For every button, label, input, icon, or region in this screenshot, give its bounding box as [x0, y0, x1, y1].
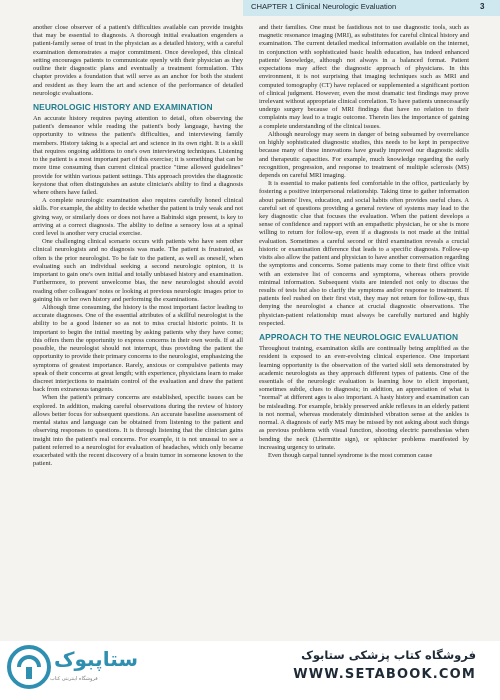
paragraph: Even though carpal tunnel syndrome is the most common cause — [268, 451, 433, 459]
section-heading-history: NEUROLOGIC HISTORY AND EXAMINATION — [33, 101, 213, 112]
watermark-footer — [0, 641, 500, 700]
paragraph: When the patient's primary concerns are established, specific issues can be explored. In addition, making careful observations during the review of history allows better focus for subsequent questions. An accurate baseline assessment of mental status and language can be obtained from listening to the patient and observing responses to questions. It is through listening that the clinician gains insight into the patient's real concerns. For example, it is not unusual to see a patient referred to a neurologist for evaluation of headaches, which only became exacerbated with the recent discovery of a brain tumor in someone known to the patient. — [33, 394, 243, 468]
page-header — [0, 0, 500, 16]
paragraph: One challenging clinical scenario occurs with patients who have seen other clinical neurologists and no diagnosis was made. The patient is frustrated, as often is the prior neurologist. To be fair to the patient, as well as oneself, when evaluating such an individual seeking a second neurologic opinion, it is important to gain one's own initial and totally unbiased history and examination. Furthermore, to prevent unwelcome bias, the new neurologist should avoid reading other colleagues' notes or looking at previous neurologic images prior to gaining his or her own history and performing the examinations. — [33, 238, 243, 303]
page-number: 3 — [480, 2, 485, 11]
paragraph: A complete neurologic examination also requires carefully honed clinical skills. For example, the ability to decide whether the patient is truly weak and not giving way, or similarly does or does not have a Babinski sign present, is key to arriving at a correct diagnosis. The ability to define a sensory loss at a spinal cord level is another very crucial exercise. — [33, 197, 243, 238]
paragraph: and their families. One must be fastidious not to use diagnostic tools, such as magnetic resonance imaging (MRI), as substitutes for careful clinical history and examination. The current detailed medical information available on the internet, in conjunction with sophisticated basic health education, has indeed enhanced patients' knowledge, although not always in a balanced format. Patient expectations may affect the diagnostic approach of physicians. In this environment, it is not surprising that imaging techniques such as MRI and computed tomography (CT) have replaced or supplemented a significant portion of clinical judgment. However, even the most dramatic test findings may prove irrelevant without appropriate clinical correlation. To have patients unnecessarily undergo surgery because of MRI findings that have no relation to their complaints may lead to a tragic outcome. Therein lies the importance of gaining a complete understanding of the clinical issues. — [259, 24, 469, 130]
paragraph: Although neurology may seem in danger of being subsumed by overreliance on highly sophisticated diagnostic studies, this needs to be kept in perspective because many of these innovations have greatly improved our diagnostic skills and therapeutic capacities. For example, much knowledge regarding the early recognition, progression, and response to treatment of multiple sclerosis (MS) depends on careful MRI imaging. — [259, 130, 469, 179]
section-heading-approach: APPROACH TO THE NEUROLOGIC EVALUATION — [259, 332, 459, 343]
paragraph: another close observer of a patient's difficulties available can provide insights that may be essential to diagnosis. A thorough initial evaluation engenders a patient-family sense of trust in the physician as a detailed history, with a careful examination demonstrates a major commitment. Once developed, this clinical setting encourages patients to communicate openly with their physician as they outline their diagnostic plans and eventually a treatment formulation. This chapter provides a foundation that will serve as an anchor for both the student and resident as they learn the art and science of the performance of detailed neurologic evaluations. — [33, 24, 243, 97]
book-logo-icon — [7, 645, 51, 689]
paragraph: An accurate history requires paying attention to detail, often observing the patient's demeanor while reading the patient's body language, having the opportunity to witness the patient's difficulties, and interviewing family members. History taking is a special art and science in its own right. It is a skill that requires ongoing additions to one's own interviewing techniques. Listening to the patient is a most important part of this exercise; it is something that can be more time consuming than current clinical practice "time allowed guidelines" provide for within various patient settings. This approach provides the diagnostic keystone that often distinguishes an astute clinician's ability to find a diagnosis where others have failed. — [33, 114, 243, 196]
paragraph: Throughout training, examination skills are continually being amplified as the resident is exposed to an ever-evolving clinical experience. One important learning opportunity is the observation of the varied skill sets demonstrated by academic neurologists as they approach different types of patients. One of the essentials of the neurologic evaluation is learning how to elicit important, sometimes subtle, clues to diagnosis; in addition, an appreciation of what is "normal" at different ages is also important. A hasty history and examination can be misleading. For example, briskly preserved ankle reflexes in an elderly patient is not normal, whereas moderately diminished vibration sense at the ankles is normal. A diagnosis of early MS may be missed by not asking about such things as previous problems with visual function, shooting electric paresthesias when bending the neck (Lhermitte sign), or sphincter problems manifested by increasing urgency to urinate. — [259, 345, 469, 451]
left-column — [33, 24, 243, 468]
brand-logo-text: ستاپبوک — [54, 647, 139, 671]
paragraph: It is essential to make patients feel comfortable in the office, particularly by fostering a positive interpersonal relationship. Taking time to gather information about patients' lives, education, and social habits often provides useful clues. A careful set of questions providing a general review of systems may lead to the key diagnostic clue that focuses the evaluation. When the patient develops a sense of confidence and rapport with an empathetic physician, he or she is more willing to return for follow-up, even if a diagnosis is not made at the initial evaluation. Sometimes a careful second or third examination reveals a crucial historic or examination difference that leads to a specific diagnosis. Follow-up visits also allow the patient and physician to have another conversation regarding the symptoms and concerns. Some patients may come to their first office visit with an extensive list of concerns and symptoms, whereas others provide minimal information. Subsequent visits are intended not only to discuss the results of tests but also to clarify the symptoms and/or response to treatment. If patients feel rushed on their first visit, they may not return for follow-up, thus denying the neurologist a chance at crucial diagnostic observations. The physician-patient relationship must always be carefully nurtured and highly respected. — [259, 180, 469, 327]
right-column — [259, 24, 469, 460]
store-name: فروشگاه کتاب پزشکی ستابوک — [301, 648, 476, 662]
store-url[interactable]: WWW.SETABOOK.COM — [293, 667, 476, 682]
paragraph: Although time consuming, the history is the most important factor leading to accurate diagnoses. One of the essential attributes of a skillful neurologist is the ability to be a good listener so as not to miss crucial historic points. It is important to begin the initial meeting by asking patients why they have come; this offers them the opportunity to express concerns in their own words. If at all possible, the neurologist should not interrupt, thus providing the patient the opportunity to provide their primary concerns to the neurologist, emphasizing the symptoms of greatest importance. Rarely, anxious or compulsive patients may speak of their concerns at great length; with experience, physicians learn to make discreet interjections to maintain control of the evaluation and draw the patient back from extraneous tangents. — [33, 304, 243, 394]
chapter-title: CHAPTER 1 Clinical Neurologic Evaluation — [251, 2, 397, 11]
brand-tagline: فروشگاه اینترنتی کتاب — [50, 676, 98, 682]
